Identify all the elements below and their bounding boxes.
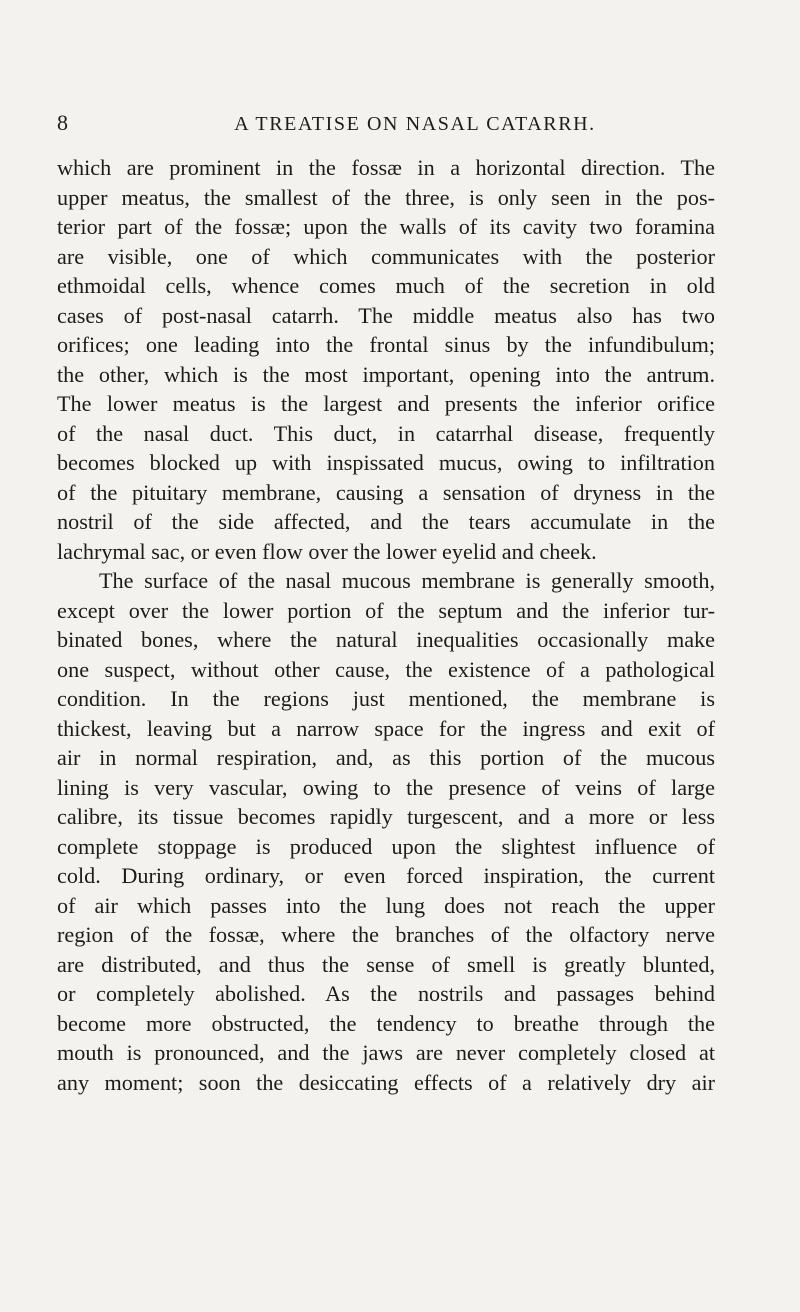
text-line: air in normal respiration, and, as this portion of the mucous (57, 745, 715, 770)
text-line: complete stoppage is produced upon the slightest influence of (57, 833, 715, 859)
text-line: calibre, its tissue becomes rapidly turgescent, and a more or less (57, 804, 715, 829)
body-text (57, 153, 715, 1097)
text-line: lining is very vascular, owing to the presence of veins of large (57, 774, 715, 800)
text-line: region of the fossæ, where the branches of the olfactory nerve (57, 922, 715, 947)
page-number: 8 (57, 110, 70, 135)
text-line: or completely abolished. As the nostrils and passages behind (57, 981, 715, 1006)
text-line: are visible, one of which communicates with the posterior (57, 243, 715, 269)
text-line: which are prominent in the fossæ in a horizontal direction. The (57, 155, 715, 180)
text-line: except over the lower portion of the septum and the inferior tur- (57, 597, 715, 623)
text-line: become more obstructed, the tendency to breathe through the (57, 1010, 715, 1036)
text-line: are distributed, and thus the sense of smell is greatly blunted, (57, 951, 715, 977)
text-line: terior part of the fossæ; upon the walls of its cavity two foramina (57, 214, 715, 239)
text-line: becomes blocked up with inspissated mucus, owing to infiltration (57, 450, 715, 475)
text-line: cases of post-nasal catarrh. The middle meatus also has two (57, 302, 715, 328)
text-line: cold. During ordinary, or even forced inspiration, the current (57, 863, 715, 888)
text-line: mouth is pronounced, and the jaws are never completely closed at (57, 1040, 715, 1065)
text-line: The lower meatus is the largest and presents the inferior orifice (57, 391, 715, 416)
text-line: lachrymal sac, or even flow over the lower eyelid and cheek. (57, 538, 597, 564)
text-line: thickest, leaving but a narrow space for the ingress and exit of (57, 715, 715, 741)
running-head (57, 110, 717, 144)
running-title: A TREATISE ON NASAL CATARRH. (234, 113, 596, 135)
text-line: orifices; one leading into the frontal sinus by the infundibulum; (57, 332, 715, 357)
paragraph-start-line: The surface of the nasal mucous membrane is generally smooth, (57, 568, 715, 593)
text-line: the other, which is the most important, opening into the antrum. (57, 361, 715, 387)
text-line: one suspect, without other cause, the existence of a pathological (57, 656, 715, 682)
text-line: ethmoidal cells, whence comes much of the secretion in old (57, 273, 715, 298)
text-line: of air which passes into the lung does not reach the upper (57, 892, 715, 918)
text-line: condition. In the regions just mentioned, the membrane is (57, 686, 715, 711)
text-line: binated bones, where the natural inequalities occasionally make (57, 627, 715, 652)
text-line: any moment; soon the desiccating effects of a relatively dry air (57, 1069, 715, 1095)
text-line: upper meatus, the smallest of the three, is only seen in the pos- (57, 184, 715, 210)
text-line: nostril of the side affected, and the tears accumulate in the (57, 509, 715, 534)
text-line: of the nasal duct. This duct, in catarrhal disease, frequently (57, 420, 715, 446)
text-line: of the pituitary membrane, causing a sensation of dryness in the (57, 479, 715, 505)
